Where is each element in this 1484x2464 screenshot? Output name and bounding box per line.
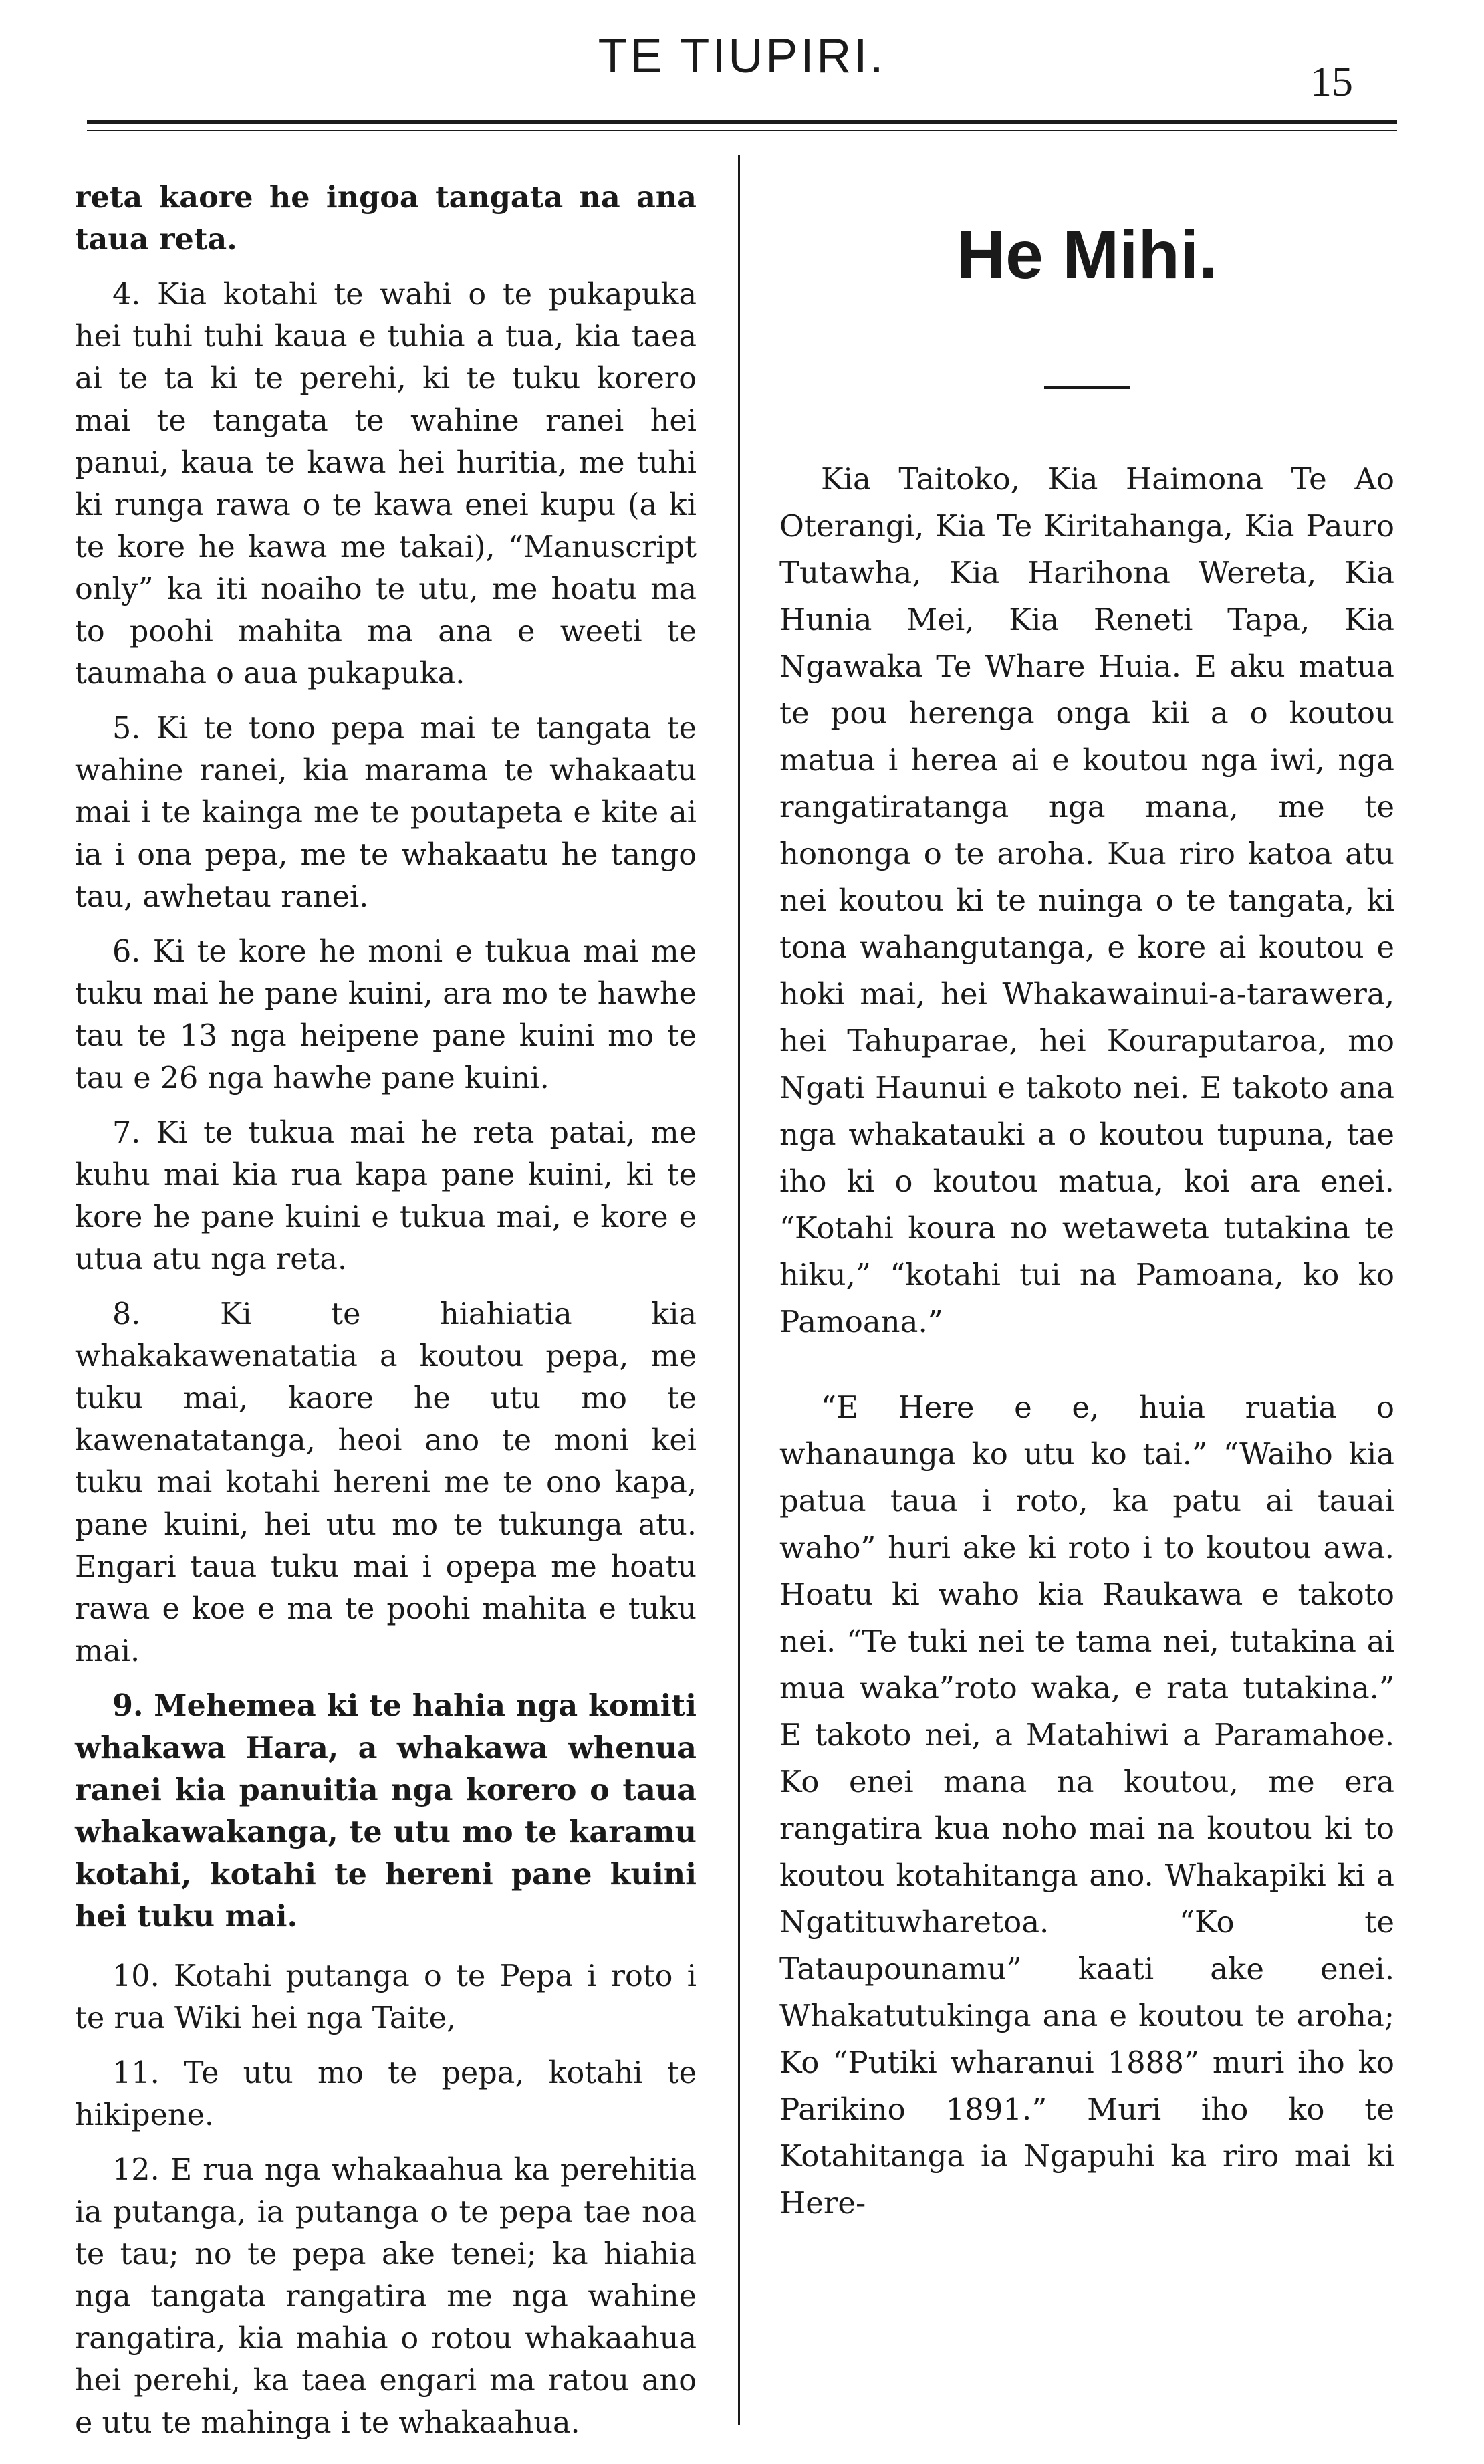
running-header-title: TE TIUPIRI.: [598, 29, 886, 83]
header-rule-thick: [87, 120, 1397, 124]
column-divider: [738, 155, 740, 2425]
left-paragraph: reta kaore he ingoa tangata na ana taua reta.: [75, 180, 697, 257]
left-paragraph: 11. Te utu mo te pepa, kotahi te hikipene.: [75, 2056, 697, 2132]
page-number: 15: [1310, 58, 1353, 105]
right-column: [779, 217, 1394, 2227]
left-paragraph: 8. Ki te hiahiatia kia whakakawenatatia a koutou pepa, me tuku mai, kaore he utu mo te kawenatatanga, heoi ano te moni kei tuku mai kotahi hereni me te ono kapa, pane kuini, hei utu mo te tukunga atu. Engari taua tuku mai i opepa me hoatu rawa e koe e ma te poohi mahita e tuku mai.: [75, 1297, 697, 1668]
left-paragraph: 6. Ki te kore he moni e tukua mai me tuku mai he pane kuini, ara mo te hawhe tau te 13 nga heipene pane kuini mo te tau e 26 nga hawhe pane kuini.: [75, 935, 697, 1095]
title-rule: [1044, 386, 1130, 389]
left-column: [75, 177, 697, 2457]
header-rule-thin: [87, 130, 1397, 131]
left-paragraph: 5. Ki te tono pepa mai te tangata te wahine ranei, kia marama te whakaatu mai i te kainga me te poutapeta e kite ai ia i ona pepa, me te whakaatu he tango tau, awhetau ranei.: [75, 711, 697, 914]
left-paragraph: 10. Kotahi putanga o te Pepa i roto i te rua Wiki hei nga Taite,: [75, 1959, 697, 2035]
right-paragraph: “E Here e e, huia ruatia o whanaunga ko utu ko tai.” “Waiho kia patua taua i roto, ka patu ai tauai waho” huri ake ki roto i to koutou awa. Hoatu ki waho kia Raukawa e takoto nei. “Te tuki nei te tama nei, tutakina ai mua waka”roto waka, e rata tutakina.” E takoto nei, a Matahiwi a Paramahoe. Ko enei mana na koutou, me era rangatira kua noho mai na koutou ki to koutou kotahitanga ano. Whakapiki ki a Ngatituwharetoa. “Ko te Tataupounamu” kaati ake enei. Whakatutukinga ana e koutou te aroha; Ko “Putiki wharanui 1888” muri iho ko Parikino 1891.” Muri iho ko te Kotahitanga ia Ngapuhi ka riro mai ki Here-: [779, 1389, 1394, 2221]
left-paragraph: 7. Ki te tukua mai he reta patai, me kuhu mai kia rua kapa pane kuini, ki te kore he pane kuini e tukua mai, e kore e utua atu nga reta.: [75, 1116, 697, 1276]
article-title: He Mihi.: [956, 217, 1218, 293]
right-paragraph: Kia Taitoko, Kia Haimona Te Ao Oterangi, Kia Te Kiritahanga, Kia Pauro Tutawha, Kia Harihona Wereta, Kia Hunia Mei, Kia Reneti Tapa, Kia Ngawaka Te Whare Huia. E aku matua te pou herenga onga kii a o koutou matua i herea ai e koutou nga iwi, nga rangatiratanga nga mana, me te hononga o te aroha. Kua riro katoa atu nei koutou ki te nuinga o te tangata, ki tona wahangutanga, e kore ai koutou e hoki mai, hei Whakawainui-a-tarawera, hei Tahuparae, hei Kouraputaroa, mo Ngati Haunui e takoto nei. E takoto ana nga whakatauki a o koutou tupuna, tae iho ki o koutou matua, koi ara enei. “Kotahi koura no wetaweta tutakina te hiku,” “kotahi tui na Pamoana, ko ko Pamoana.”: [779, 461, 1394, 1339]
left-paragraph: 12. E rua nga whakaahua ka perehitia ia putanga, ia putanga o te pepa tae noa te tau; no te pepa ake tenei; ka hiahia nga tangata rangatira me nga wahine rangatira, kia mahia o rotou whakaahua hei perehi, ka taea engari ma ratou ano e utu te mahinga i te whakaahua.: [75, 2153, 697, 2440]
left-paragraph: 9. Mehemea ki te hahia nga komiti whakawa Hara, a whakawa whenua ranei kia panuitia nga korero o taua whakawakanga, te utu mo te karamu kotahi, kotahi te hereni pane kuini hei tuku mai.: [75, 1688, 697, 1934]
left-paragraph: 4. Kia kotahi te wahi o te pukapuka hei tuhi tuhi kaua e tuhia a tua, kia taea ai te ta ki te perehi, ki te tuku korero mai te tangata te wahine ranei hei panui, kaua te kawa hei huritia, me tuhi ki runga rawa o te kawa enei kupu (a ki te kore he kawa me takai), “Manuscript only” ka iti noaiho te utu, me hoatu ma to poohi mahita ma ana e weeti te taumaha o aua pukapuka.: [75, 277, 697, 691]
